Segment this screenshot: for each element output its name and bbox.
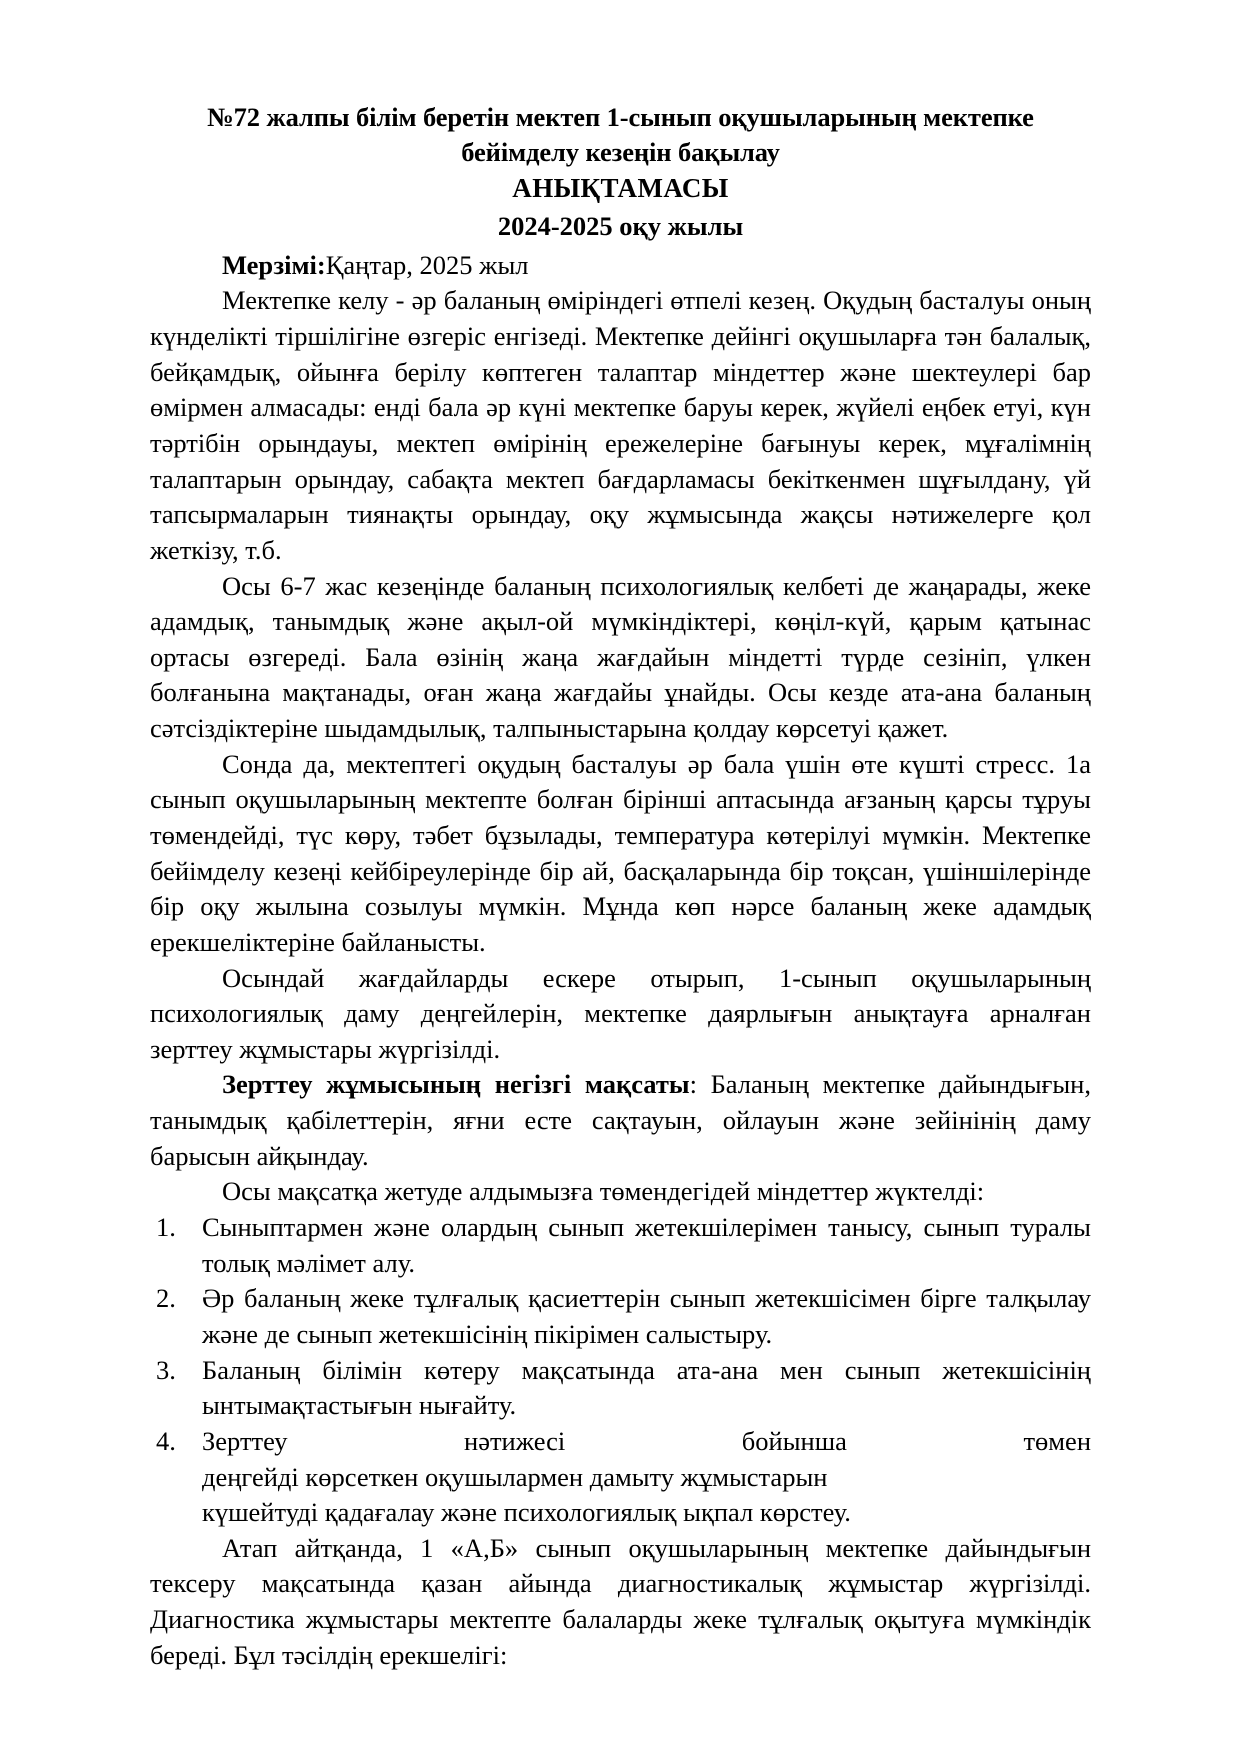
paragraph-closing: Атап айтқанда, 1 «А,Б» сынып оқушыларының мектепке дайындығын тексеру мақсатында қазан айында диагностикалық жұмыстар жүргізілді. Диагностика жұмыстары мектепте балаларды жеке тұлғалық оқытуға мүмкіндік береді. Бұл тәсілдің ерекшелігі: xyxy=(150,1532,1091,1670)
title-block xyxy=(150,100,1091,244)
tasks-list xyxy=(150,1210,1091,1531)
date-label: Мерзімі: xyxy=(222,249,326,280)
paragraph-intro: Мектепке келу - әр баланың өміріндегі өтпелі кезең. Оқудың басталуы оның күнделікті тіршілігіне өзгеріс енгізеді. Мектепке дейінгі оқушыларға тән балалық, бейқамдық, ойынға берілу көптеген талаптар міндеттер және шектеулері бар өмірмен алмасады: енді бала әр күні мектепке баруы керек, жүйелі еңбек етуі, күн тәртібін орындауы, мектеп өмірінің ережелеріне бағынуы керек, мұғалімнің талаптарын орындау, сабақта мектеп бағдарламасы бекіткенмен шұғылдану, үй тапсырмаларын тиянақты орындау, оқу жұмысында жақсы нәтижелерге қол жеткізу, т.б. xyxy=(150,285,1091,565)
task-item-4-line-3: күшейтуді қадағалау және психологиялық ықпал көрстеу. xyxy=(202,1497,851,1528)
research-goal-label: Зерттеу жұмысының негізгі мақсаты xyxy=(222,1069,690,1100)
document-title-line-2: бейімделу кезеңін бақылау xyxy=(461,137,780,168)
date-line xyxy=(150,248,1091,284)
paragraph-research-conducted: Осындай жағдайларды ескере отырып, 1-сынып оқушыларының психологиялық даму деңгейлерін, мектепке даярлығын анықтауға арналған зерттеу жұмыстары жүргізілді. xyxy=(150,962,1091,1064)
paragraph-age-period: Осы 6-7 жас кезеңінде баланың психологиялық келбеті де жаңарады, жеке адамдық, танымдық және ақыл-ой мүмкіндіктері, көңіл-күй, қарым қатынас ортасы өзгереді. Бала өзінің жаңа жағдайын міндетті түрде сезініп, үлкен болғанына мақтанады, оған жаңа жағдайы ұнайды. Осы кезде ата-ана баланың сәтсіздіктеріне шыдамдылық, талпыныстарына қолдау көрсетуі қажет. xyxy=(150,570,1091,744)
paragraph-tasks-intro: Осы мақсатқа жетуде алдымызға төмендегідей міндеттер жүктелді: xyxy=(222,1176,985,1207)
academic-year: 2024-2025 оқу жылы xyxy=(497,210,744,241)
task-item-3: Баланың білімін көтеру мақсатында ата-ана мен сынып жетекшісінің ынтымақтастығын нығайту. xyxy=(202,1354,1091,1421)
task-item-4-line-2: деңгейді көрсеткен оқушылармен дамыту жұмыстарын xyxy=(202,1461,828,1492)
document-title-line-1: №72 жалпы білім беретін мектеп 1-сынып оқушыларының мектепке xyxy=(207,102,1034,132)
task-item-4-main: Зерттеу нәтижесі бойынша төмен xyxy=(202,1425,1091,1456)
task-item-2: Әр баланың жеке тұлғалық қасиеттерін сынып жетекшісімен бірге талқылау және де сынып жетекшісінің пікірімен салыстыру. xyxy=(202,1283,1091,1349)
task-item-1: Сыныптармен және олардың сынып жетекшілерімен танысу, сынып туралы толық мәлімет алу. xyxy=(202,1212,1091,1278)
task-item-4 xyxy=(150,1424,1091,1531)
paragraph-research-goal xyxy=(150,1067,1091,1174)
paragraph-stress: Сонда да, мектептегі оқудың басталуы әр бала үшін өте күшті стресс. 1а сынып оқушыларының мектепте болған бірінші аптасында ағзаның қарсы тұруы төмендейді, түс көру, тәбет бұзылады, температура көтерілуі мүмкін. Мектепке бейімделу кезеңі кейбіреулерінде бір ай, басқаларында бір тоқсан, үшіншілерінде бір оқу жылына созылуы мүмкін. Мұнда көп нәрсе баланың жеке адамдық ерекшеліктеріне байланысты. xyxy=(150,748,1091,957)
document-heading: АНЫҚТАМАСЫ xyxy=(512,173,729,204)
document-body xyxy=(150,100,1091,1673)
research-goal-text: : Баланың мектепке дайындығын, танымдық қабілеттерін, яғни есте сақтауын, ойлауын және зейінінің даму барысын айқындау. xyxy=(150,1069,1091,1171)
date-value: Қаңтар, 2025 жыл xyxy=(325,249,529,280)
